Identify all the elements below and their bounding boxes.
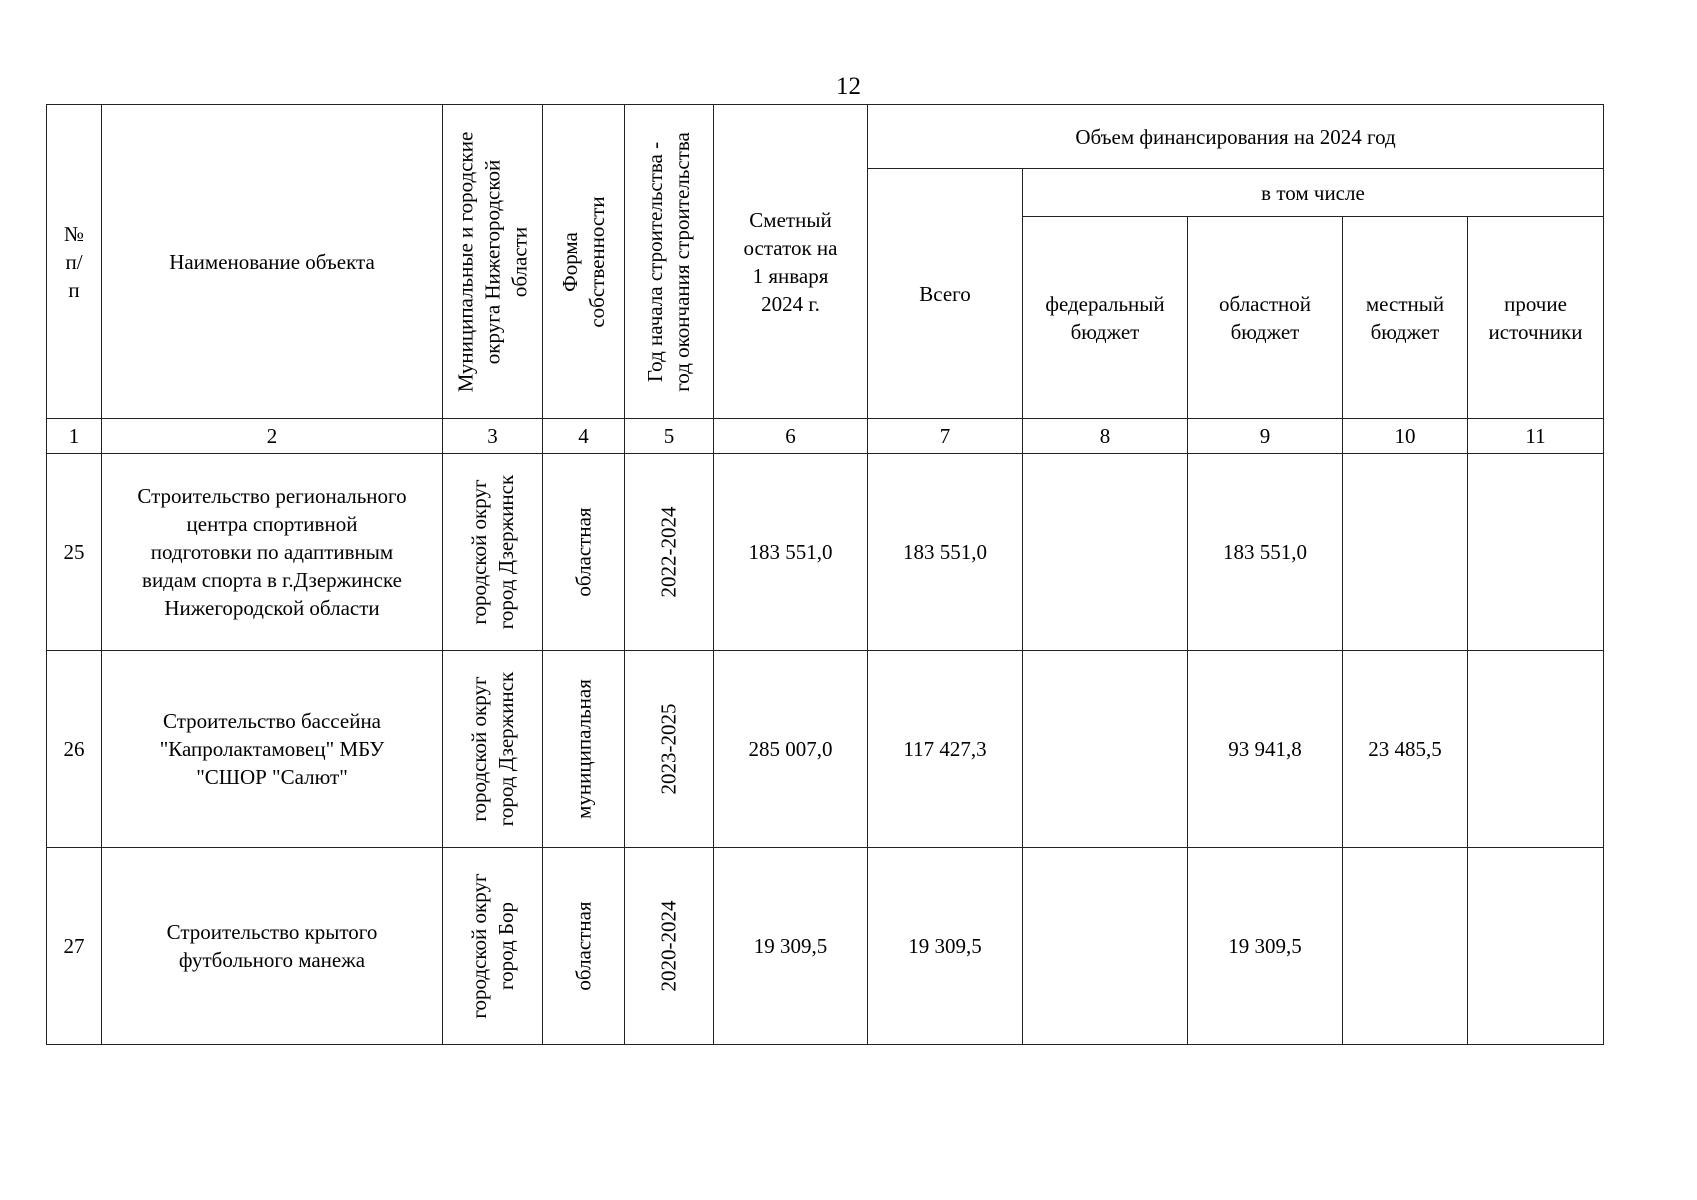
header-other: прочие источники bbox=[1468, 217, 1604, 419]
other-sources bbox=[1468, 651, 1604, 848]
regional-budget: 19 309,5 bbox=[1188, 848, 1343, 1045]
estimate-balance: 19 309,5 bbox=[714, 848, 868, 1045]
construction-years: 2020-2024 bbox=[625, 848, 714, 1045]
table-row bbox=[47, 848, 1604, 1045]
header-regional: областной бюджет bbox=[1188, 217, 1343, 419]
object-name: Строительство регионального центра спортивной подготовки по адаптивным видам спорта в г.Дзержинске Нижегородской области bbox=[102, 454, 443, 651]
column-number-row bbox=[47, 419, 1604, 454]
header-estimate: Сметный остаток на 1 января 2024 г. bbox=[714, 105, 868, 419]
row-number: 27 bbox=[47, 848, 102, 1045]
header-local: местный бюджет bbox=[1343, 217, 1468, 419]
header-number: № п/ п bbox=[47, 105, 102, 419]
column-number: 10 bbox=[1343, 419, 1468, 454]
column-number: 2 bbox=[102, 419, 443, 454]
column-number: 6 bbox=[714, 419, 868, 454]
estimate-balance: 183 551,0 bbox=[714, 454, 868, 651]
header-funding: Объем финансирования на 2024 год bbox=[868, 105, 1604, 169]
financing-table bbox=[46, 104, 1604, 1045]
other-sources bbox=[1468, 454, 1604, 651]
object-name: Строительство крытого футбольного манежа bbox=[102, 848, 443, 1045]
header-federal: федеральный бюджет bbox=[1023, 217, 1188, 419]
column-number: 9 bbox=[1188, 419, 1343, 454]
estimate-balance: 285 007,0 bbox=[714, 651, 868, 848]
object-name: Строительство бассейна "Капролактамовец" МБУ "СШОР "Салют" bbox=[102, 651, 443, 848]
header-municipality: Муниципальные и городские округа Нижегородской области bbox=[443, 105, 543, 419]
federal-budget bbox=[1023, 848, 1188, 1045]
other-sources bbox=[1468, 848, 1604, 1045]
municipality: городской округ город Дзержинск bbox=[443, 454, 543, 651]
construction-years: 2022-2024 bbox=[625, 454, 714, 651]
municipality: городской округ город Дзержинск bbox=[443, 651, 543, 848]
funding-total: 19 309,5 bbox=[868, 848, 1023, 1045]
funding-total: 117 427,3 bbox=[868, 651, 1023, 848]
local-budget bbox=[1343, 454, 1468, 651]
ownership: муниципальная bbox=[543, 651, 625, 848]
header-years: Год начала строительства - год окончания строительства bbox=[625, 105, 714, 419]
column-number: 11 bbox=[1468, 419, 1604, 454]
column-number: 3 bbox=[443, 419, 543, 454]
construction-years: 2023-2025 bbox=[625, 651, 714, 848]
local-budget: 23 485,5 bbox=[1343, 651, 1468, 848]
municipality: городской округ город Бор bbox=[443, 848, 543, 1045]
column-number: 1 bbox=[47, 419, 102, 454]
header-ownership: Форма собственности bbox=[543, 105, 625, 419]
table-row bbox=[47, 454, 1604, 651]
ownership: областная bbox=[543, 848, 625, 1045]
regional-budget: 93 941,8 bbox=[1188, 651, 1343, 848]
header-total: Всего bbox=[868, 169, 1023, 419]
federal-budget bbox=[1023, 651, 1188, 848]
page-number: 12 bbox=[836, 73, 861, 100]
column-number: 4 bbox=[543, 419, 625, 454]
row-number: 26 bbox=[47, 651, 102, 848]
column-number: 5 bbox=[625, 419, 714, 454]
federal-budget bbox=[1023, 454, 1188, 651]
funding-total: 183 551,0 bbox=[868, 454, 1023, 651]
column-number: 8 bbox=[1023, 419, 1188, 454]
table-row bbox=[47, 651, 1604, 848]
header-including: в том числе bbox=[1023, 169, 1604, 217]
column-number: 7 bbox=[868, 419, 1023, 454]
ownership: областная bbox=[543, 454, 625, 651]
regional-budget: 183 551,0 bbox=[1188, 454, 1343, 651]
local-budget bbox=[1343, 848, 1468, 1045]
header-object-name: Наименование объекта bbox=[102, 105, 443, 419]
row-number: 25 bbox=[47, 454, 102, 651]
